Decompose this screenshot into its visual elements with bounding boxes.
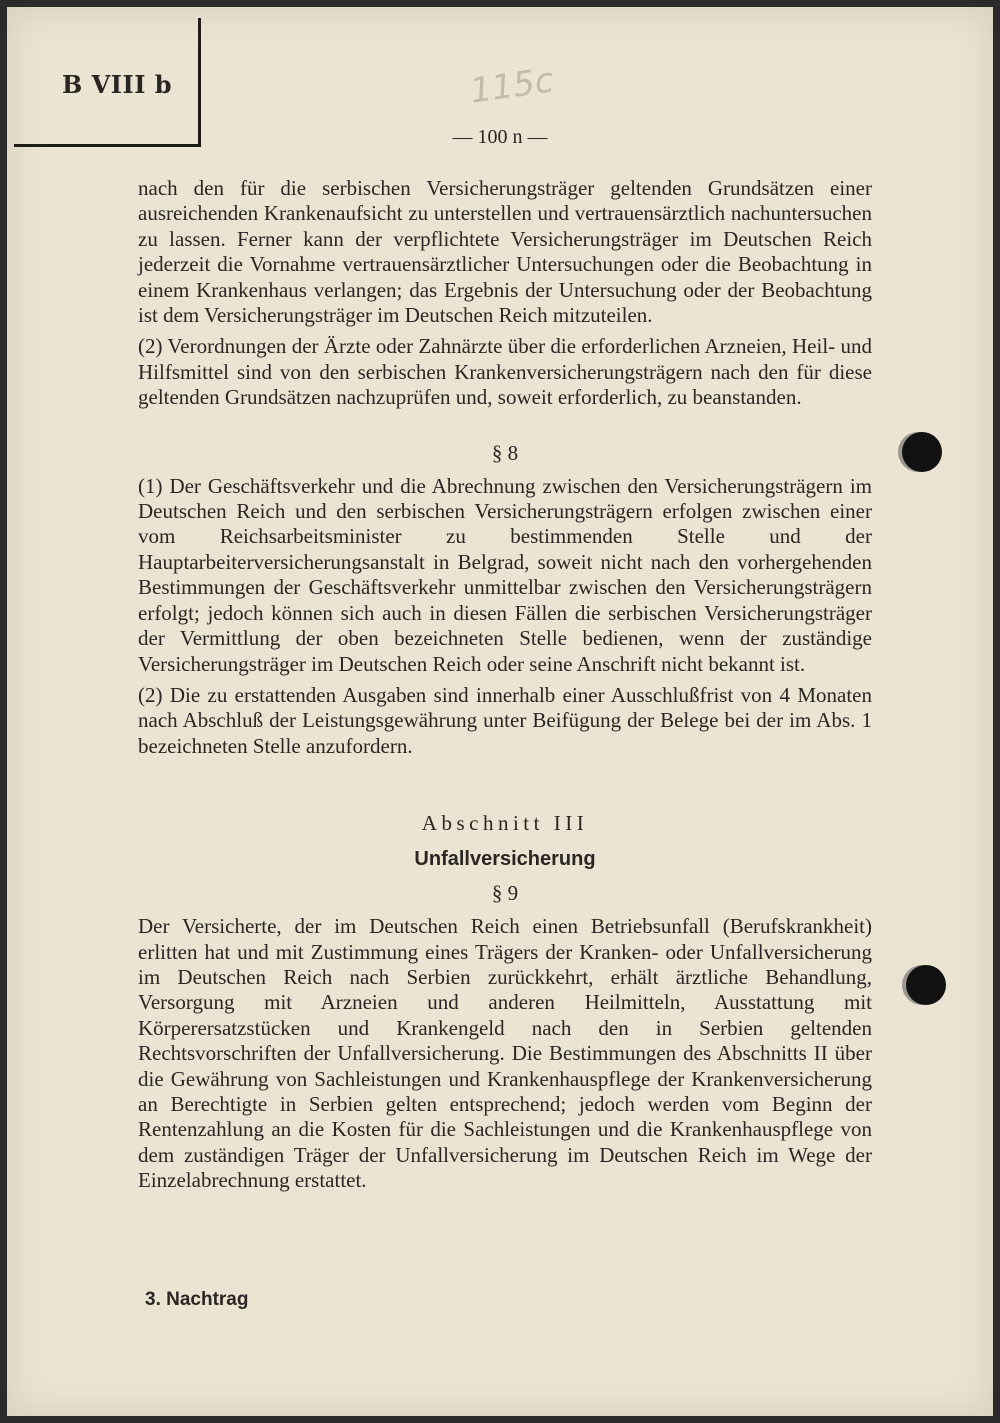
supplement-label: 3. Nachtrag [145,1289,249,1310]
paragraph-7-2: (2) Verordnungen der Ärzte oder Zahnärzte über die erforderlichen Arzneien, Heil- und Hilfsmittel sind von den serbischen Krankenversicherungsträgern nach den für diese geltenden Grundsätzen nachzuprüfen und, soweit erforderlich, zu beanstanden. [138,334,872,410]
paragraph-8-1: (1) Der Geschäftsverkehr und die Abrechnung zwischen den Versicherungsträgern im Deutschen Reich und den serbischen Versicherungsträgern erfolgen zwischen einer vom Reichsarbeitsminister zu bestimmenden Stelle und der Hauptarbeiterversicherungsanstalt in Belgrad, soweit nicht nach den vorhergehenden Bestimmungen der Geschäftsverkehr unmittelbar zwischen den Versicherungsträgern erfolgt; jedoch können sich auch in diesen Fällen die serbischen Versicherungsträger der Vermittlung der oben bezeichneten Stelle bedienen, wenn der zuständige Versicherungsträger im Deutschen Reich oder seine Anschrift nicht bekannt ist. [138,473,872,676]
paragraph-continuation: nach den für die serbischen Versicherungsträger geltenden Grundsätzen einer ausreichenden Krankenaufsicht zu unterstellen und vertrauensärztlich nachuntersuchen zu lassen. Ferner kann der verpflichtete Versicherungsträger im Deutschen Reich jederzeit die Vornahme vertrauensärztlicher Untersuchungen oder die Beobachtung in einem Krankenhaus verlangen; das Ergebnis der Untersuchung oder der Beobachtung ist dem Versicherungsträger im Deutschen Reich mitzuteilen. [138,176,872,328]
chapter-block [138,811,872,1193]
punch-hole-upper [902,432,942,472]
pencil-annotation: 115c [467,60,556,112]
paragraph-9: Der Versicherte, der im Deutschen Reich einen Betriebsunfall (Berufskrankheit) erlitten hat und mit Zustimmung eines Trägers der Kranken- oder Unfallversicherung im Deutschen Reich nach Serbien zurückkehrt, erhält ärztliche Behandlung, Versorgung mit Arzneien und anderen Heilmitteln, Ausstattung mit Körperersatzstücken und Krankengeld nach den in Serbien geltenden Rechtsvorschriften der Unfallversicherung. Die Bestimmungen des Abschnitts II über die Gewährung von Sachleistungen und Krankenhauspflege der Krankenversicherung an Berechtigte in Serbien gelten entsprechend; jedoch werden vom Beginn der Rentenzahlung an die Kosten für die Sachleistungen und die Krankenhauspflege von dem zuständigen Träger der Unfallversicherung im Deutschen Reich im Wege der Einzelabrechnung erstattet. [138,914,872,1193]
punch-hole-lower [906,965,946,1005]
chapter-title: Unfallversicherung [414,848,596,871]
paragraph-8-2: (2) Die zu erstattenden Ausgaben sind innerhalb einer Ausschlußfrist von 4 Monaten nach Abschluß der Leistungsgewährung unter Beifügung der Belege bei der im Abs. 1 bezeichneten Stelle anzufordern. [138,682,872,758]
page-number: — 100 n — [452,126,548,148]
page-body [138,176,872,1194]
register-tab-label: B VIII b [62,70,173,99]
chapter-heading: Abschnitt III [421,811,589,836]
section-9-heading: § 9 [491,881,519,906]
section-8-heading: § 8 [491,440,519,465]
